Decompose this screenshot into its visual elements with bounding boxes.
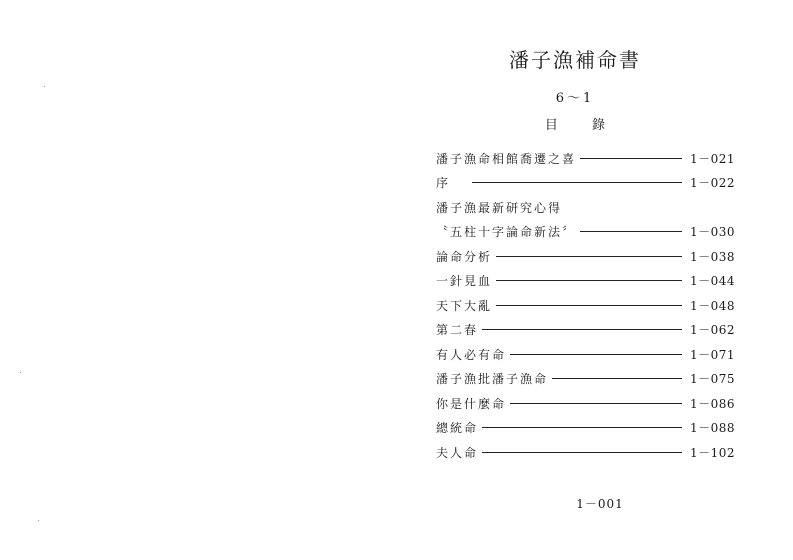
toc-entry — [436, 293, 736, 318]
dot-leader — [496, 280, 682, 281]
dot-leader — [580, 158, 682, 159]
toc-entry — [436, 269, 736, 294]
table-of-contents — [436, 146, 736, 465]
toc-entry-page: 1－088 — [690, 421, 736, 436]
toc-entry-title: 潘子漁批潘子漁命 — [436, 372, 549, 387]
toc-entry-page: 1－022 — [690, 176, 736, 191]
toc-entry-page: 1－071 — [690, 347, 736, 362]
toc-entry — [436, 220, 736, 245]
toc-entry-title: 潘子漁最新研究心得 — [436, 200, 563, 215]
dot-leader — [472, 182, 682, 183]
toc-entry-page: 1－086 — [690, 396, 736, 411]
toc-entry — [436, 391, 736, 416]
dot-leader — [482, 452, 682, 453]
scan-speck — [20, 372, 21, 373]
toc-entry-page: 1－030 — [690, 225, 736, 240]
toc-entry — [436, 244, 736, 269]
toc-entry-title: 序 — [436, 176, 451, 191]
toc-entry-page: 1－048 — [690, 298, 736, 313]
toc-entry-page: 1－044 — [690, 274, 736, 289]
toc-entry — [436, 171, 736, 196]
dot-leader — [496, 305, 682, 306]
dot-leader — [496, 256, 682, 257]
toc-entry-title: 一針見血 — [436, 274, 493, 289]
toc-entry-page: 1－038 — [690, 249, 736, 264]
toc-entry-title: 你是什麼命 — [436, 396, 507, 411]
toc-entry — [436, 342, 736, 367]
dot-leader — [552, 378, 682, 379]
toc-entry-title: 〝五柱十字論命新法〞 — [436, 225, 577, 240]
toc-entry — [436, 318, 736, 343]
toc-entry-title: 潘子漁命相館喬遷之喜 — [436, 151, 577, 166]
toc-entry — [436, 440, 736, 465]
toc-heading: 目 錄 — [544, 118, 606, 133]
dot-leader — [510, 354, 682, 355]
toc-entry-title: 天下大亂 — [436, 298, 493, 313]
toc-entry-title: 有人必有命 — [436, 347, 507, 362]
dot-leader — [580, 231, 682, 232]
toc-entry — [436, 416, 736, 441]
dot-leader — [482, 329, 682, 330]
toc-entry-page: 1－062 — [690, 323, 736, 338]
toc-entry-title: 夫人命 — [436, 445, 479, 460]
dot-leader — [510, 403, 682, 404]
toc-entry-title: 第二春 — [436, 323, 479, 338]
scan-speck — [38, 520, 39, 521]
toc-entry-page: 1－075 — [690, 372, 736, 387]
dot-leader — [482, 427, 682, 428]
toc-entry-page: 1－102 — [690, 445, 736, 460]
toc-entry-page: 1－021 — [690, 151, 736, 166]
book-title: 潘子漁補命書 — [509, 48, 641, 72]
toc-entry — [436, 195, 736, 220]
volume-number: 6～1 — [555, 91, 595, 106]
toc-entry-title: 論命分析 — [436, 249, 493, 264]
toc-entry — [436, 367, 736, 392]
page-number: 1－001 — [576, 497, 624, 511]
toc-entry-title: 總統命 — [436, 421, 479, 436]
scan-speck — [44, 86, 45, 87]
toc-entry — [436, 146, 736, 171]
